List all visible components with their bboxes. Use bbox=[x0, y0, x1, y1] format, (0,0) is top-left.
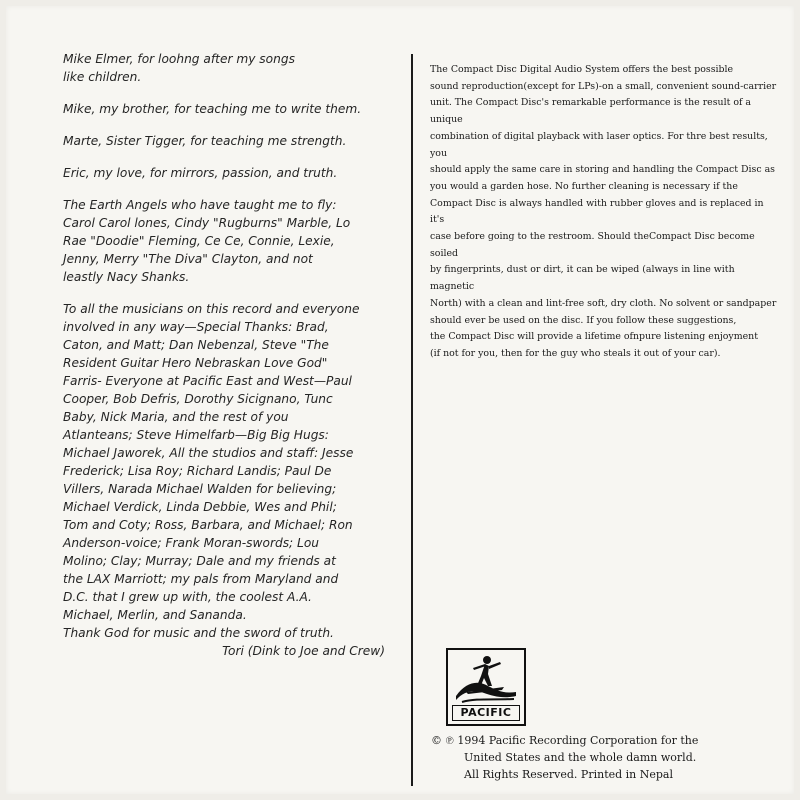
copyright-line-2: United States and the whole damn world. bbox=[464, 751, 697, 764]
copyright-line-1: © ℗ 1994 Pacific Recording Corporation for the bbox=[431, 734, 699, 747]
thanks-paragraph-2: Mike, my brother, for teaching me to write them. bbox=[63, 102, 362, 116]
thanks-paragraph-1: Mike Elmer, for loohng after my songs like children. bbox=[63, 52, 295, 84]
logo-label: PACIFIC bbox=[452, 705, 520, 721]
pacific-logo bbox=[446, 648, 526, 726]
thanks-paragraph-5: The Earth Angels who have taught me to fly: Carol Carol lones, Cindy "Rugburns" Marble, Lo Rae "Doodie" Fleming, Ce Ce, Connie, Lexie, Jenny, Merry "The Diva" Clayton, and not leastly Nacy Shanks. bbox=[63, 198, 351, 284]
cd-care-text: The Compact Disc Digital Audio System offers the best possible sound reproduction(except for LPs)-on a small, convenient sound-carrier unit. The Compact Disc's remarkable performance is the result of a unique combination of digital playback with laser optics. For thre best results, you should apply the same care in storing and handling the Compact Disc as you would a garden hose. No further cleaning is necessary if the Compact Disc is always handled with rubber gloves and is replaced in it's case before going to the restroom. Should theCompact Disc become soiled by fingerprints, dust or dirt, it can be wiped (always in line with magnetic North) with a clean and lint-free soft, dry cloth. No solvent or sandpaper should ever be used on the disc. If you follow these suggestions, the Compact Disc will provide a lifetime ofnpure listening enjoyment (if not for you, then for the guy who steals it out of your car). bbox=[430, 64, 777, 359]
surfer-icon bbox=[452, 652, 520, 706]
copyright-notice bbox=[431, 732, 771, 783]
thanks-paragraph-6: To all the musicians on this record and everyone involved in any way—Special Thanks: Brad, Caton, and Matt; Dan Nebenzal, Steve "The Resident Guitar Hero Nebraskan Love God" Farris- Everyone at Pacific East and West—Paul Cooper, Bob Defris, Dorothy Sicignano, Tunc Baby, Nick Maria, and the rest of you Atlanteans; Steve Himelfarb—Big Big Hugs: Michael Jaworek, All the studios and staff: Jesse Frederick; Lisa Roy; Richard Landis; Paul De Villers, Narada Michael Walden for believing; Michael Verdick, Linda Debbie, Wes and Phil; Tom and Coty; Ross, Barbara, and Michael; Ron Anderson-voice; Frank Moran-swords; Lou Molino; Clay; Murray; Dale and my friends at the LAX Marriott; my pals from Maryland and D.C. that I grew up with, the coolest A.A. Michael, Merlin, and Sananda. Thank God for music and the sword of truth. bbox=[63, 302, 360, 640]
liner-note-page bbox=[6, 6, 794, 794]
thanks-paragraph-3: Marte, Sister Tigger, for teaching me strength. bbox=[63, 134, 347, 148]
thanks-column bbox=[63, 50, 393, 674]
thanks-paragraph-4: Eric, my love, for mirrors, passion, and truth. bbox=[63, 166, 338, 180]
signature: Tori (Dink to Joe and Crew) bbox=[222, 644, 385, 658]
column-divider bbox=[411, 54, 413, 786]
copyright-line-3: All Rights Reserved. Printed in Nepal bbox=[464, 768, 674, 781]
